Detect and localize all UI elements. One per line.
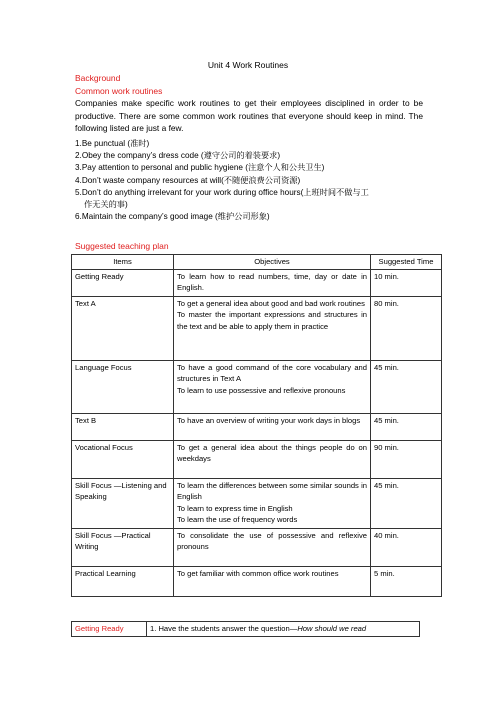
page-title: Unit 4 Work Routines xyxy=(207,60,289,70)
row-item: Vocational Focus xyxy=(72,440,174,478)
row-item: Practical Learning xyxy=(72,566,174,596)
table-header-row xyxy=(72,255,442,270)
row-item: Skill Focus —Practical Writing xyxy=(72,528,174,566)
background-heading: Background xyxy=(75,73,121,83)
header-items: Items xyxy=(72,255,174,270)
row-objective: To learn to express time in English xyxy=(177,503,293,513)
list-item: 2.Obey the company’s dress code (遵守公司的着装要求) xyxy=(75,151,281,161)
row-objective: To consolidate the use of possessive and reflexive pronouns xyxy=(174,528,371,566)
table-row xyxy=(72,269,442,296)
row-time: 45 min. xyxy=(371,413,442,440)
getting-ready-text xyxy=(147,622,420,637)
row-time: 5 min. xyxy=(371,566,442,596)
row-objective: To get a general idea about good and bad work routines xyxy=(177,298,365,308)
header-objectives: Objectives xyxy=(174,255,371,270)
row-time: 45 min. xyxy=(371,360,442,413)
getting-ready-label: Getting Ready xyxy=(72,622,147,637)
list-item-continuation: 作无关的事) xyxy=(84,200,128,210)
row-objective: To have an overview of writing your work days in blogs xyxy=(174,413,371,440)
list-item: 5.Don’t do anything irrelevant for your work during office hours(上班时间不做与工 xyxy=(75,187,369,197)
row-item: Text A xyxy=(72,296,174,360)
row-objectives xyxy=(174,360,371,413)
row-time: 10 min. xyxy=(371,269,442,296)
intro-paragraph: Companies make specific work routines to get their employees disciplined in order to be productive. There are some common work routines that everyone should keep in mind. The following listed are just a few. xyxy=(75,98,423,134)
row-objective: To have a good command of the core vocabulary and structures in Text A xyxy=(177,362,367,384)
row-objective: To learn the use of frequency words xyxy=(177,515,298,525)
routines-list xyxy=(75,138,425,223)
row-time: 45 min. xyxy=(371,478,442,528)
list-item: 3.Pay attention to personal and public hygiene (注意个人和公共卫生) xyxy=(75,163,325,173)
plan-heading: Suggested teaching plan xyxy=(75,241,169,251)
row-time: 40 min. xyxy=(371,528,442,566)
getting-ready-table xyxy=(71,621,420,637)
table-row xyxy=(72,360,442,413)
routines-heading: Common work routines xyxy=(75,86,163,96)
row-objective: To learn to use possessive and reflexive pronouns xyxy=(177,385,346,395)
getting-ready-prefix: 1. Have the students answer the question— xyxy=(150,624,298,633)
table-row xyxy=(72,413,442,440)
row-objective: To get familiar with common office work routines xyxy=(174,566,371,596)
row-item: Text B xyxy=(72,413,174,440)
table-row xyxy=(72,478,442,528)
row-objective: To master the important expressions and structures in the text and be able to apply them in practice xyxy=(177,310,367,331)
teaching-plan-table xyxy=(71,254,442,597)
header-time: Suggested Time xyxy=(371,255,442,270)
row-time: 90 min. xyxy=(371,440,442,478)
list-item: 6.Maintain the company’s good image (维护公司形象) xyxy=(75,212,270,222)
table-row xyxy=(72,622,420,637)
row-objective: To get a general idea about the things people do on weekdays xyxy=(174,440,371,478)
table-row xyxy=(72,566,442,596)
list-item: 1.Be punctual (准时) xyxy=(75,139,150,148)
row-item: Getting Ready xyxy=(72,269,174,296)
table-row xyxy=(72,528,442,566)
row-objective: To learn how to read numbers, time, day or date in English. xyxy=(174,269,371,296)
row-objective: To learn the differences between some similar sounds in English xyxy=(177,480,367,502)
row-item: Language Focus xyxy=(72,360,174,413)
row-time: 80 min. xyxy=(371,296,442,360)
list-item: 4.Don’t waste company resources at will(不随便浪费公司资源) xyxy=(75,175,301,185)
table-row xyxy=(72,296,442,360)
table-row xyxy=(72,440,442,478)
row-item: Skill Focus —Listening and Speaking xyxy=(72,478,174,528)
getting-ready-question: How should we read xyxy=(297,624,367,633)
row-objectives xyxy=(174,478,371,528)
row-objectives xyxy=(174,296,371,360)
